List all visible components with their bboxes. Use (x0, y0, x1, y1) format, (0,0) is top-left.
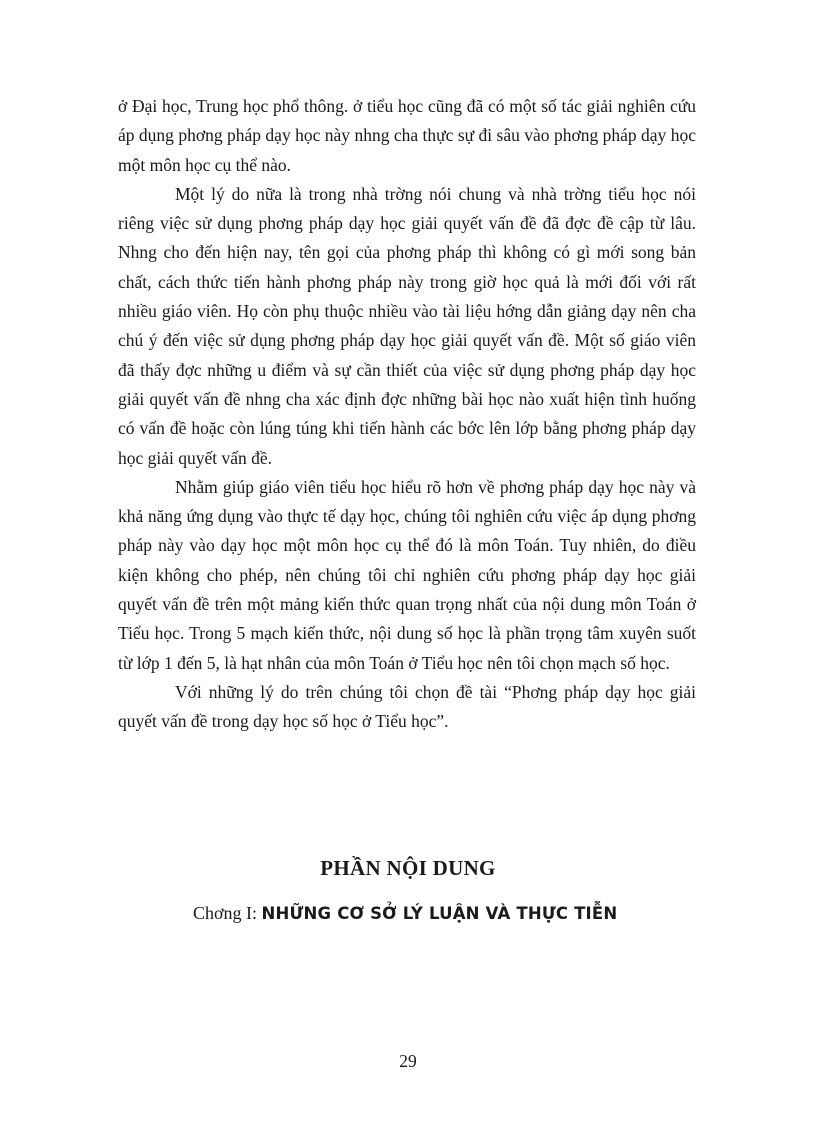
paragraph-continuation: ở Đại học, Trung học phổ thông. ở tiểu học cũng đã có một số tác giải nghiên cứu áp dụng phơng pháp dạy học này nhng cha thực sự đi sâu vào phơng pháp dạy học một môn học cụ thể nào. (118, 96, 696, 175)
chapter-title: NHỮNG CƠ SỞ LÝ LUẬN VÀ THỰC TIỄN (261, 904, 618, 923)
paragraph-purpose: Nhằm giúp giáo viên tiểu học hiểu rõ hơn về phơng pháp dạy học này và khả năng ứng dụng vào thực tế dạy học, chúng tôi nghiên cứu việc áp dụng phơng pháp này vào dạy học một môn học cụ thể đó là môn Toán. Tuy nhiên, do điều kiện không cho phép, nên chúng tôi chỉ nghiên cứu phơng pháp dạy học giải quyết vấn đề trên một mảng kiến thức quan trọng nhất của nội dung môn Toán ở Tiểu học. Trong 5 mạch kiến thức, nội dung số học là phần trọng tâm xuyên suốt từ lớp 1 đến 5, là hạt nhân của môn Toán ở Tiểu học nên tôi chọn mạch số học. (118, 476, 696, 673)
chapter-prefix: Chơng I: (193, 903, 262, 923)
page-number: 29 (399, 1051, 417, 1071)
paragraph-reason: Một lý do nữa là trong nhà trờng nói chung và nhà trờng tiểu học nói riêng việc sử dụng phơng pháp dạy học giải quyết vấn đề đã đợc đề cập từ lâu. Nhng cho đến hiện nay, tên gọi của phơng pháp thì không có gì mới song bản chất, cách thức tiến hành phơng pháp này trong giờ học quả là mới đối với rất nhiều giáo viên. Họ còn phụ thuộc nhiều vào tài liệu hớng dẫn giảng dạy nên cha chú ý đến việc sử dụng phơng pháp dạy học giải quyết vấn đề. Một số giáo viên đã thấy đợc những u điểm và sự cần thiết của việc sử dụng phơng pháp dạy học giải quyết vấn đề nhng cha xác định đợc những bài học nào xuất hiện tình huống có vấn đề hoặc còn lúng túng khi tiến hành các bớc lên lớp bằng phơng pháp dạy học giải quyết vấn đề. (118, 183, 696, 468)
paragraph-topic: Với những lý do trên chúng tôi chọn đề tài “Phơng pháp dạy học giải quyết vấn đề trong dạy học số học ở Tiểu học”. (118, 681, 696, 732)
body-text (118, 92, 696, 737)
part-title: PHẦN NỘI DUNG (320, 856, 496, 880)
chapter-heading (193, 903, 617, 924)
